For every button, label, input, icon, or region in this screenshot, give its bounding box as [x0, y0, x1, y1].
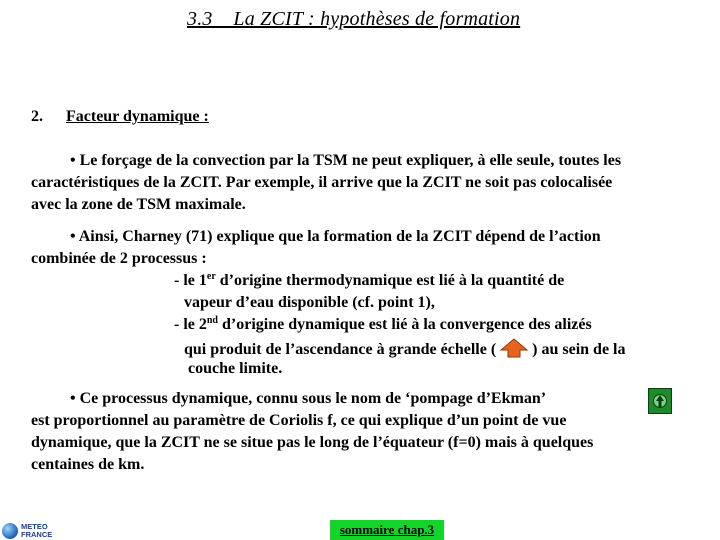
logo-line1: METEO [21, 522, 48, 531]
process-item-2-line2-a: qui produit de l’ascendance à grande échelle ( [184, 341, 497, 358]
process-item-2-line2 [184, 338, 626, 359]
meteo-france-logo [2, 522, 68, 540]
page-title: 3.3 La ZCIT : hypothèses de formation [187, 8, 521, 30]
logo-text [21, 523, 52, 539]
process-item-2-line2-b: ) au sein de la [532, 341, 626, 358]
paragraph2-line2: combinée de 2 processus : [31, 250, 207, 267]
ekman-link-button[interactable] [648, 388, 672, 414]
logo-globe-icon [2, 523, 18, 539]
section-number: 2. [31, 108, 43, 125]
process-item-2-prefix: - le 2 [174, 316, 207, 333]
process-item-1-sup: er [206, 271, 216, 282]
paragraph3-line1: • Ce processus dynamique, connu sous le nom de ‘pompage d’Ekman’ [70, 390, 547, 407]
process-item-2-line3: couche limite. [188, 360, 283, 377]
paragraph2-line1: • Ainsi, Charney (71) explique que la formation de la ZCIT dépend de l’action [70, 228, 601, 245]
paragraph3-line3: dynamique, que la ZCIT ne se situe pas le long de l’équateur (f=0) mais à quelques [31, 434, 594, 451]
paragraph1-line2: caractéristiques de la ZCIT. Par exemple, il arrive que la ZCIT ne soit pas colocalisée [31, 174, 613, 191]
logo-line2: FRANCE [21, 530, 53, 539]
up-arrow-icon [498, 338, 530, 358]
process-item-1-prefix: - le 1 [174, 272, 207, 289]
paragraph3-line2: est proportionnel au paramètre de Coriolis f, ce qui explique d’un point de vue [31, 412, 567, 429]
section-title: Facteur dynamique : [66, 108, 209, 125]
process-item-1 [174, 272, 564, 290]
process-item-1-rest: d’origine thermodynamique est lié à la quantité de [215, 272, 565, 289]
process-item-2-sup: nd [206, 315, 218, 326]
paragraph1-line3: avec la zone de TSM maximale. [31, 196, 246, 213]
process-item-1-line2: vapeur d’eau disponible (cf. point 1), [184, 294, 435, 311]
sommaire-link-button[interactable]: sommaire chap.3 [330, 520, 444, 540]
paragraph1-line1: • Le forçage de la convection par la TSM ne peut expliquer, à elle seule, toutes les [70, 152, 622, 169]
paragraph3-line4: centaines de km. [31, 456, 145, 473]
process-item-2-rest: d’origine dynamique est lié à la convergence des alizés [218, 316, 592, 333]
ekman-link-icon [652, 392, 668, 410]
process-item-2 [174, 316, 592, 334]
